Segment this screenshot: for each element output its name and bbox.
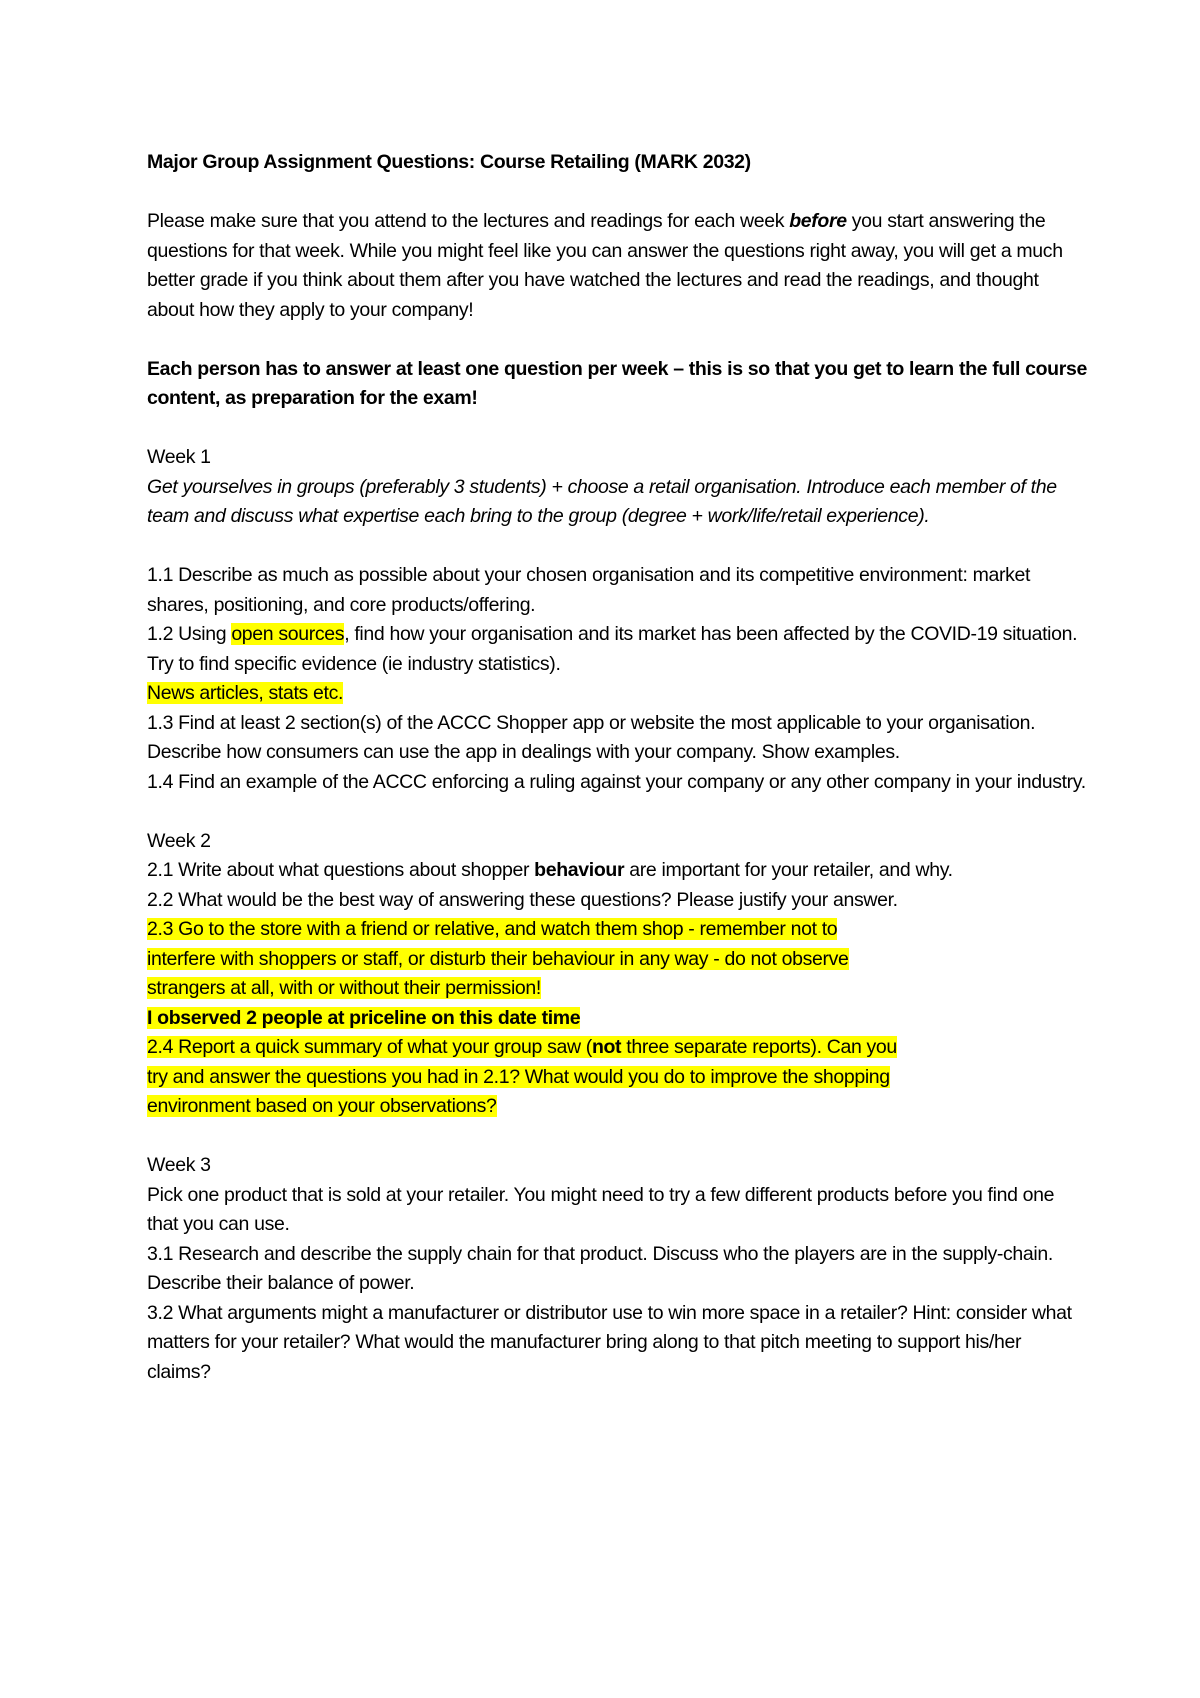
spacer (147, 414, 1087, 444)
intro-paragraph (147, 207, 1087, 325)
question-1-3: 1.3 Find at least 2 section(s) of the ACCC Shopper app or website the most applicable to your organisation. Describe how consumers can use the app in dealings with your company. Show examples. (147, 711, 1036, 763)
question-2-1-bold: behaviour (534, 859, 625, 881)
spacer (147, 178, 1087, 208)
question-3-2: 3.2 What arguments might a manufacturer or distributor use to win more space in a retailer? Hint: consider what matters for your retailer? What would the manufacturer bring along to that pitch meeting to support his/her claims? (147, 1301, 1072, 1383)
requirement-paragraph: Each person has to answer at least one question per week – this is so that you get to learn the full course content, as preparation for the exam! (147, 357, 1087, 409)
question-2-1 (147, 856, 1087, 886)
intro-emphasis: before (789, 210, 847, 232)
intro-text-1: Please make sure that you attend to the lectures and readings for each week (147, 210, 790, 232)
question-1-2 (147, 620, 1087, 679)
question-2-4 (147, 1033, 1087, 1122)
question-1-2-pre: 1.2 Using (147, 623, 232, 645)
question-1-2-highlight: open sources (231, 623, 345, 645)
week1-heading: Week 1 (147, 446, 211, 468)
question-2-3-line2: interfere with shoppers or staff, or disturb their behaviour in any way - do not observe (147, 947, 849, 970)
spacer (147, 325, 1087, 355)
question-2-4-line3: environment based on your observations? (147, 1095, 497, 1117)
question-3-1: 3.1 Research and describe the supply chain for that product. Discuss who the players are in the supply-chain. Describe their balance of power. (147, 1242, 1053, 1294)
question-2-3-line1: 2.3 Go to the store with a friend or relative, and watch them shop - remember not to (147, 918, 838, 940)
question-2-4-line1-bold: not (591, 1036, 622, 1058)
question-1-1: 1.1 Describe as much as possible about your chosen organisation and its competitive environment: market shares, positioning, and core products/offering. (147, 564, 1031, 616)
week1-instructions: Get yourselves in groups (preferably 3 students) + choose a retail organisation. Introduce each member of the team and discuss what expertise each bring to the group (degree + work/life/retail experience). (147, 475, 1057, 527)
spacer (147, 1122, 1087, 1152)
week1-note (147, 679, 1087, 709)
document-title-text: Major Group Assignment Questions: Course Retailing (MARK 2032) (147, 151, 751, 173)
week2-note-text: I observed 2 people at priceline on this date time (147, 1006, 581, 1029)
week2-heading: Week 2 (147, 829, 211, 852)
question-2-4-line1-pre: 2.4 Report a quick summary of what your group saw ( (147, 1036, 592, 1058)
spacer (147, 532, 1087, 562)
week1-note-text: News articles, stats etc. (147, 682, 344, 704)
question-2-4-line2: try and answer the questions you had in 2.1? What would you do to improve the shopping (147, 1065, 890, 1088)
question-2-1-pre: 2.1 Write about what questions about shopper (147, 859, 535, 881)
question-2-1-post: are important for your retailer, and why. (624, 859, 953, 881)
question-2-3 (147, 915, 1087, 1004)
spacer (147, 797, 1087, 827)
week2-note (147, 1004, 1087, 1034)
document-page (147, 148, 1087, 1387)
question-2-4-line1 (147, 1036, 897, 1058)
week3-intro: Pick one product that is sold at your retailer. You might need to try a few different products before you find one that you can use. (147, 1183, 1055, 1235)
question-2-3-line3: strangers at all, with or without their permission! (147, 977, 541, 999)
question-1-2-post: , find how your organisation and its market has been affected by the COVID-19 situation. Try to find specific evidence (ie industry statistics). (147, 623, 1078, 675)
week3-heading: Week 3 (147, 1154, 211, 1176)
document-title (147, 148, 1087, 178)
question-1-4: 1.4 Find an example of the ACCC enforcing a ruling against your company or any other company in your industry. (147, 770, 1086, 793)
question-2-2: 2.2 What would be the best way of answering these questions? Please justify your answer. (147, 888, 898, 911)
question-2-4-line1-post: three separate reports). Can you (621, 1036, 897, 1058)
intro-text-2: you start answering the questions for that week. While you might feel like you can answer the questions right away, you will get a much better grade if you think about them after you have watched the lectures and read the readings, and thought about how they apply to your company! (147, 210, 1063, 321)
